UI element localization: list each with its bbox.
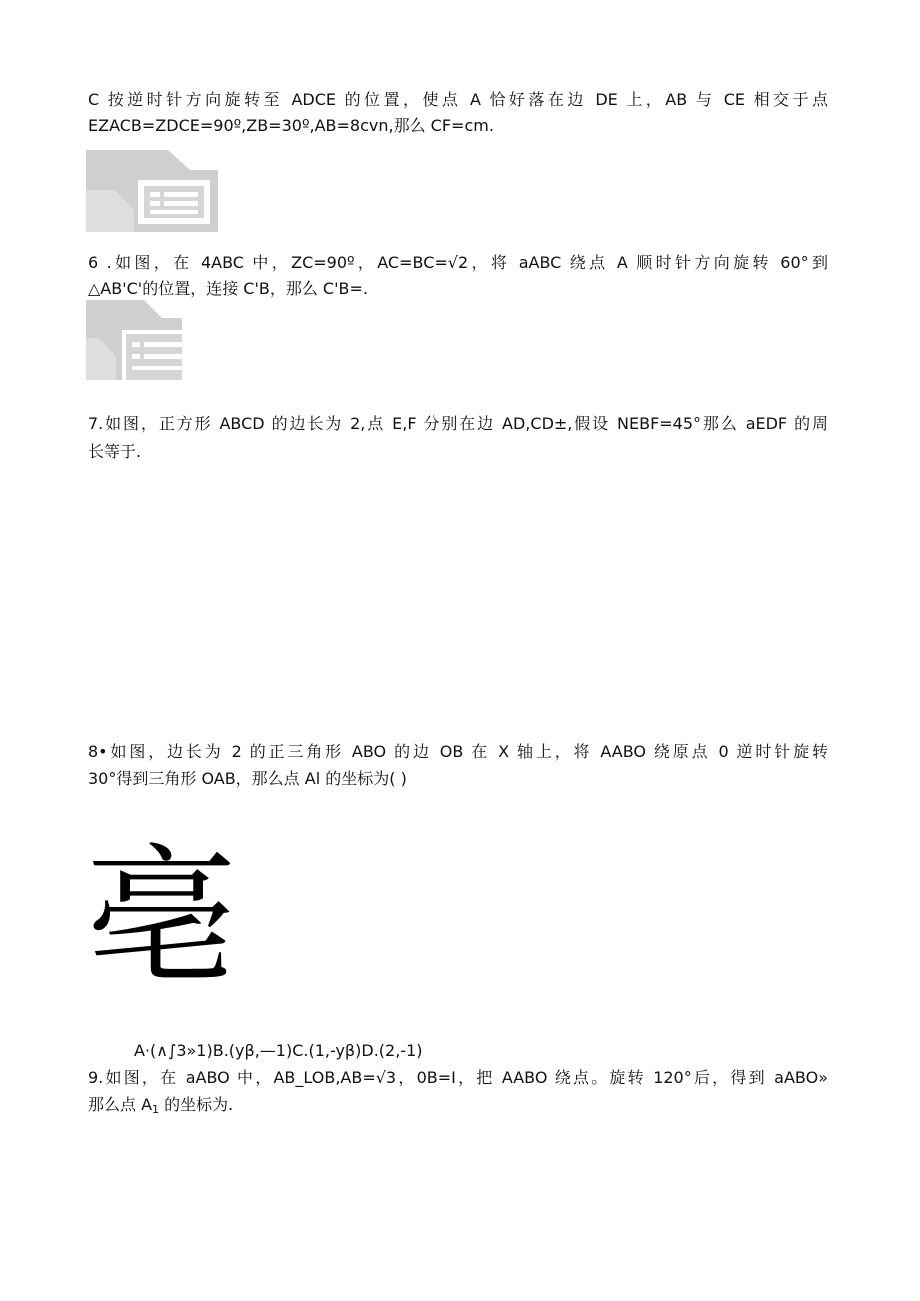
- q8-line-2: 30°得到三角形 OAB，那么点 Al 的坐标为( ): [88, 769, 407, 788]
- q6-line-1: 6 .如图，在 4ABC 中，ZC=90º，AC=BC=√2，将 aABC 绕点 A 顺时针方向旋转 60°到: [88, 253, 828, 272]
- q5-line-1: C 按逆时针方向旋转至 ADCE 的位置，使点 A 恰好落在边 DE 上，AB 与 CE 相交于点: [88, 90, 828, 109]
- q8-figure-glyph: 亳: [86, 831, 237, 1005]
- q9-subscript: 1: [152, 1103, 160, 1116]
- q7-line-2: 长等于.: [88, 442, 142, 461]
- image-placeholder-icon: [86, 150, 218, 232]
- q8-options: A·(∧∫3»1)B.(yβ,—1)C.(1,-yβ)D.(2,-1): [134, 1041, 423, 1060]
- q9-line-1: 9.如图，在 aABO 中，AB_LOB,AB=√3，0B=I，把 AABO 绕点。旋转 120°后，得到 aABO»: [88, 1068, 828, 1087]
- q8-line-1: 8•如图，边长为 2 的正三角形 ABO 的边 OB 在 X 轴上，将 AABO 绕原点 0 逆时针旋转: [88, 742, 828, 761]
- q5-line-2: EZACB=ZDCE=90º,ZB=30º,AB=8cvn,那么 CF=cm.: [88, 116, 494, 135]
- image-placeholder-icon: [86, 300, 182, 380]
- q9-line-2-prefix: 那么点 A: [88, 1095, 153, 1114]
- q9-line-2: [88, 1093, 828, 1122]
- q6-line-2: △AB'C'的位置，连接 C'B，那么 C'B=.: [88, 279, 368, 298]
- q9-line-2-suffix: 的坐标为.: [164, 1095, 234, 1114]
- q7-line-1: 7.如图，正方形 ABCD 的边长为 2,点 E,F 分别在边 AD,CD±,假设 NEBF=45°那么 aEDF 的周: [88, 414, 828, 433]
